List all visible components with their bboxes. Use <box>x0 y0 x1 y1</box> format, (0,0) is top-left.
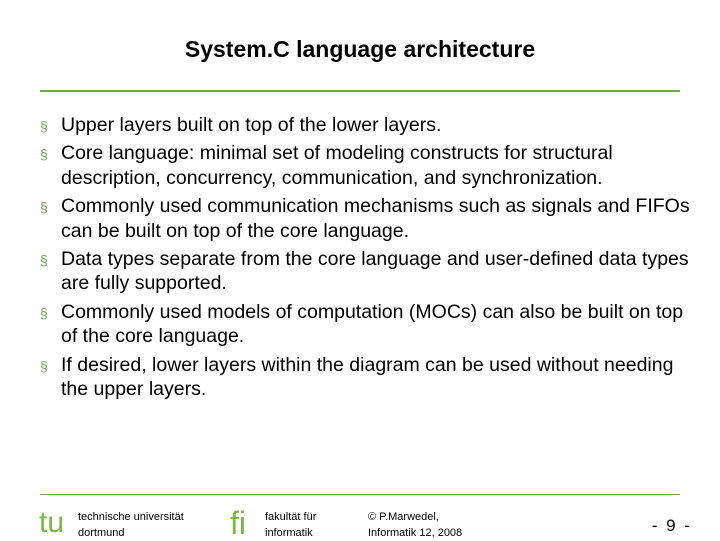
bullet-item <box>40 141 700 190</box>
university-name <box>78 509 184 541</box>
bullet-text: Commonly used models of computation (MOCs) can also be built on top of the core language. <box>61 300 684 348</box>
author-line2: Informatik 12, 2008 <box>368 527 463 539</box>
bullet-marker: § <box>40 357 48 374</box>
bullet-marker: § <box>40 252 48 269</box>
bullet-text: Commonly used communication mechanisms such as signals and FIFOs can be built on top of the core language. <box>61 195 690 242</box>
university-line1: technische universität <box>78 511 184 523</box>
bullet-item <box>40 247 700 296</box>
bullet-list <box>40 113 700 405</box>
bullet-marker: § <box>40 146 48 163</box>
tu-logo <box>38 508 72 536</box>
faculty-line1: fakultät für <box>265 511 317 523</box>
bullet-item <box>40 194 700 243</box>
footer-divider <box>40 494 680 495</box>
bullet-marker: § <box>40 304 48 321</box>
faculty-name <box>265 509 316 541</box>
fi-logo-text: fi <box>230 506 246 538</box>
university-line2: dortmund <box>78 527 125 539</box>
title-divider <box>40 90 680 92</box>
bullet-marker: § <box>40 199 48 216</box>
author-credit <box>368 509 462 541</box>
tu-logo-text: tu <box>39 508 65 536</box>
page-number: - 9 - <box>651 516 692 535</box>
faculty-line2: informatik <box>265 527 313 539</box>
bullet-item <box>40 353 700 402</box>
fi-logo <box>228 506 260 538</box>
bullet-text: Data types separate from the core language and user-defined data types are fully supported. <box>61 248 689 295</box>
slide-title: System.C language architecture <box>184 36 536 62</box>
bullet-text: Upper layers built on top of the lower layers. <box>61 114 442 136</box>
bullet-marker: § <box>40 118 48 134</box>
bullet-item <box>40 300 700 349</box>
bullet-text: Core language: minimal set of modeling constructs for structural description, concurrency, communication, and synchronization. <box>61 142 613 189</box>
bullet-item <box>40 113 700 137</box>
author-line1: © P.Marwedel, <box>368 511 439 523</box>
bullet-text: If desired, lower layers within the diagram can be used without needing the upper layers. <box>61 353 674 401</box>
